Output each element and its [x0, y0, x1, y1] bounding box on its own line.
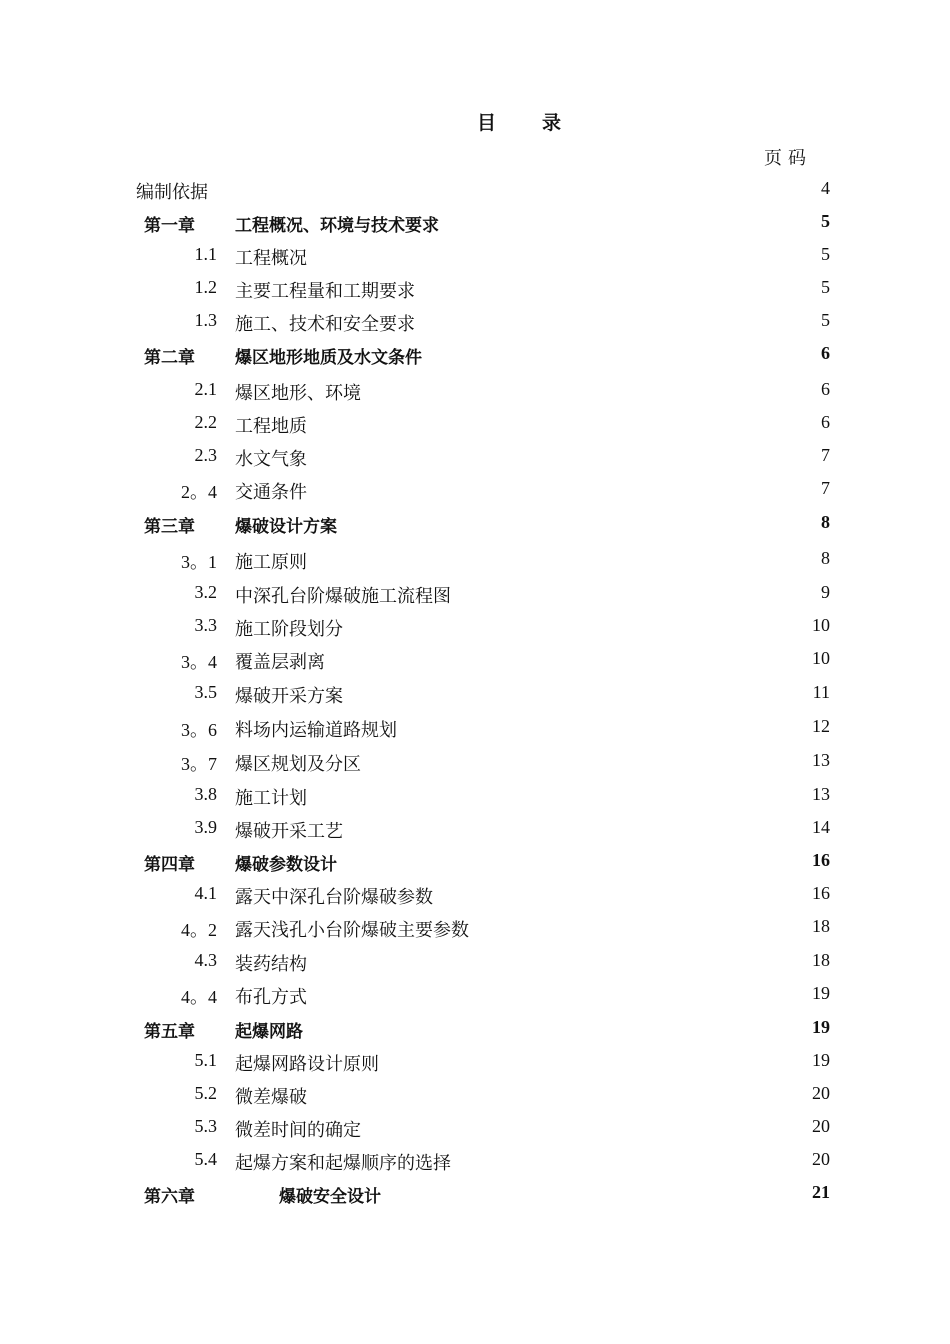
- toc-entry-number: 4。2: [181, 920, 217, 940]
- toc-entry-label: 施工原则: [235, 552, 307, 572]
- toc-entry-label: 料场内运输道路规划: [235, 720, 397, 740]
- toc-entry-label: 微差时间的确定: [235, 1120, 361, 1140]
- toc-section-row[interactable]: [0, 750, 950, 778]
- toc-entry-label: 露天中深孔台阶爆破参数: [235, 887, 433, 907]
- toc-entry-page: 6: [821, 379, 830, 399]
- toc-section-row[interactable]: [0, 379, 950, 407]
- toc-section-row[interactable]: [0, 784, 950, 812]
- toc-entry-number: 3.2: [194, 582, 217, 602]
- toc-entry-page: 16: [812, 883, 830, 903]
- toc-entry-label: 中深孔台阶爆破施工流程图: [235, 586, 451, 606]
- toc-section-row[interactable]: [0, 1116, 950, 1144]
- toc-entry-label: 主要工程量和工期要求: [235, 281, 415, 301]
- toc-title-right: 录: [542, 113, 564, 134]
- toc-entry-number: 2.1: [194, 379, 217, 399]
- toc-entry-page: 19: [812, 1017, 830, 1037]
- toc-entry-label: 工程概况: [235, 248, 307, 268]
- toc-entry-label: 爆区规划及分区: [235, 754, 361, 774]
- toc-section-row[interactable]: [0, 548, 950, 576]
- toc-entry-label: 工程地质: [235, 416, 307, 436]
- toc-entry-page: 5: [821, 244, 830, 264]
- toc-section-row[interactable]: [0, 244, 950, 272]
- toc-entry-page: 7: [821, 445, 830, 465]
- toc-section-row[interactable]: [0, 1083, 950, 1111]
- toc-section-row[interactable]: [0, 950, 950, 978]
- toc-entry-label: 交通条件: [235, 482, 307, 502]
- toc-entry-label: 水文气象: [235, 449, 307, 469]
- toc-entry-page: 4: [821, 178, 830, 198]
- toc-section-row[interactable]: [0, 582, 950, 610]
- toc-entry-number: 2。4: [181, 482, 217, 502]
- toc-entry-page: 16: [812, 850, 830, 870]
- toc-entry-label: 布孔方式: [235, 987, 307, 1007]
- toc-entry-label: 覆盖层剥离: [235, 652, 325, 672]
- toc-entry-page: 8: [821, 548, 830, 568]
- toc-entry-number: 3.3: [194, 615, 217, 635]
- toc-section-row[interactable]: [0, 648, 950, 676]
- toc-entry-page: 10: [812, 615, 830, 635]
- toc-entry-page: 6: [821, 412, 830, 432]
- toc-section-row[interactable]: [0, 277, 950, 305]
- toc-entry-number: 第一章: [144, 216, 195, 236]
- toc-entry-page: 20: [812, 1083, 830, 1103]
- toc-entry-number: 5.4: [194, 1149, 217, 1169]
- toc-entry-label: 微差爆破: [235, 1087, 307, 1107]
- toc-entry-label: 编制依据: [136, 182, 208, 202]
- toc-entry-number: 4.1: [194, 883, 217, 903]
- toc-entry-label: 施工计划: [235, 788, 307, 808]
- toc-section-row[interactable]: [0, 883, 950, 911]
- toc-chapter-row[interactable]: [0, 1182, 950, 1210]
- toc-entry-page: 20: [812, 1116, 830, 1136]
- toc-entry-label: 起爆方案和起爆顺序的选择: [235, 1153, 451, 1173]
- toc-entry-page: 21: [812, 1182, 830, 1202]
- toc-entry-number: 第六章: [144, 1187, 195, 1207]
- toc-entry-page: 13: [812, 784, 830, 804]
- toc-entry-page: 18: [812, 950, 830, 970]
- toc-entry-number: 1.2: [194, 277, 217, 297]
- toc-entry-number: 1.3: [194, 310, 217, 330]
- toc-section-row[interactable]: [0, 817, 950, 845]
- toc-entry-label: 起爆网路: [235, 1022, 303, 1042]
- toc-entry-page: 14: [812, 817, 830, 837]
- toc-entry-number: 第五章: [144, 1022, 195, 1042]
- toc-title: [0, 108, 950, 135]
- toc-entry-number: 5.1: [194, 1050, 217, 1070]
- toc-entry-page: 8: [821, 512, 830, 532]
- toc-section-row[interactable]: [0, 916, 950, 944]
- toc-entry-number: 2.2: [194, 412, 217, 432]
- toc-title-left: 目: [476, 113, 498, 134]
- toc-section-row[interactable]: [0, 445, 950, 473]
- toc-section-row[interactable]: [0, 412, 950, 440]
- toc-entry-label: 施工、技术和安全要求: [235, 314, 415, 334]
- toc-entry-label: 工程概况、环境与技术要求: [235, 216, 439, 236]
- toc-entry-number: 1.1: [194, 244, 217, 264]
- toc-entry-page: 5: [821, 211, 830, 231]
- toc-entry-label: 施工阶段划分: [235, 619, 343, 639]
- toc-section-row[interactable]: [0, 310, 950, 338]
- toc-entry-number: 4.3: [194, 950, 217, 970]
- toc-entry-number: 第四章: [144, 855, 195, 875]
- toc-entry-number: 5.2: [194, 1083, 217, 1103]
- toc-entry-page: 7: [821, 478, 830, 498]
- toc-section-row[interactable]: [0, 615, 950, 643]
- toc-section-row[interactable]: [0, 478, 950, 506]
- toc-section-row[interactable]: [0, 983, 950, 1011]
- toc-entry-number: 3.9: [194, 817, 217, 837]
- toc-entry-label: 爆破设计方案: [235, 517, 337, 537]
- toc-entry-page: 19: [812, 1050, 830, 1070]
- toc-entry-page: 18: [812, 916, 830, 936]
- toc-entry-label: 爆破开采方案: [235, 686, 343, 706]
- toc-entry-page: 9: [821, 582, 830, 602]
- toc-entry-label: 爆破参数设计: [235, 855, 337, 875]
- toc-chapter-row[interactable]: [0, 512, 950, 540]
- toc-entry-label: 装药结构: [235, 954, 307, 974]
- toc-section-row[interactable]: [0, 1149, 950, 1177]
- toc-entry-label: 爆区地形、环境: [235, 383, 361, 403]
- toc-chapter-row[interactable]: [0, 343, 950, 371]
- toc-section-row[interactable]: [0, 716, 950, 744]
- toc-entry-number: 4。4: [181, 987, 217, 1007]
- toc-entry-page: 5: [821, 310, 830, 330]
- page-number-header: 页码: [764, 148, 812, 168]
- toc-entry-number: 3。6: [181, 720, 217, 740]
- toc-entry-page: 13: [812, 750, 830, 770]
- toc-row[interactable]: [0, 178, 950, 206]
- toc-entry-number: 3。7: [181, 754, 217, 774]
- toc-entry-number: 3.8: [194, 784, 217, 804]
- toc-entry-number: 3。1: [181, 552, 217, 572]
- toc-entry-page: 11: [812, 682, 830, 702]
- toc-entry-page: 10: [812, 648, 830, 668]
- toc-section-row[interactable]: [0, 1050, 950, 1078]
- toc-entry-page: 12: [812, 716, 830, 736]
- toc-entry-label: 爆区地形地质及水文条件: [235, 348, 422, 368]
- toc-entry-label: 露天浅孔小台阶爆破主要参数: [235, 920, 469, 940]
- toc-entry-number: 第三章: [144, 517, 195, 537]
- toc-entry-label: 起爆网路设计原则: [235, 1054, 379, 1074]
- toc-entry-number: 2.3: [194, 445, 217, 465]
- toc-entry-page: 6: [821, 343, 830, 363]
- toc-chapter-row[interactable]: [0, 1017, 950, 1045]
- toc-section-row[interactable]: [0, 682, 950, 710]
- toc-entry-number: 3.5: [194, 682, 217, 702]
- toc-entry-label: 爆破开采工艺: [235, 821, 343, 841]
- toc-chapter-row[interactable]: [0, 850, 950, 878]
- toc-chapter-row[interactable]: [0, 211, 950, 239]
- toc-entry-page: 20: [812, 1149, 830, 1169]
- toc-entry-number: 3。4: [181, 652, 217, 672]
- toc-entry-page: 19: [812, 983, 830, 1003]
- toc-entry-number: 5.3: [194, 1116, 217, 1136]
- toc-entry-page: 5: [821, 277, 830, 297]
- toc-entry-number: 第二章: [144, 348, 195, 368]
- toc-entry-label: 爆破安全设计: [279, 1187, 381, 1207]
